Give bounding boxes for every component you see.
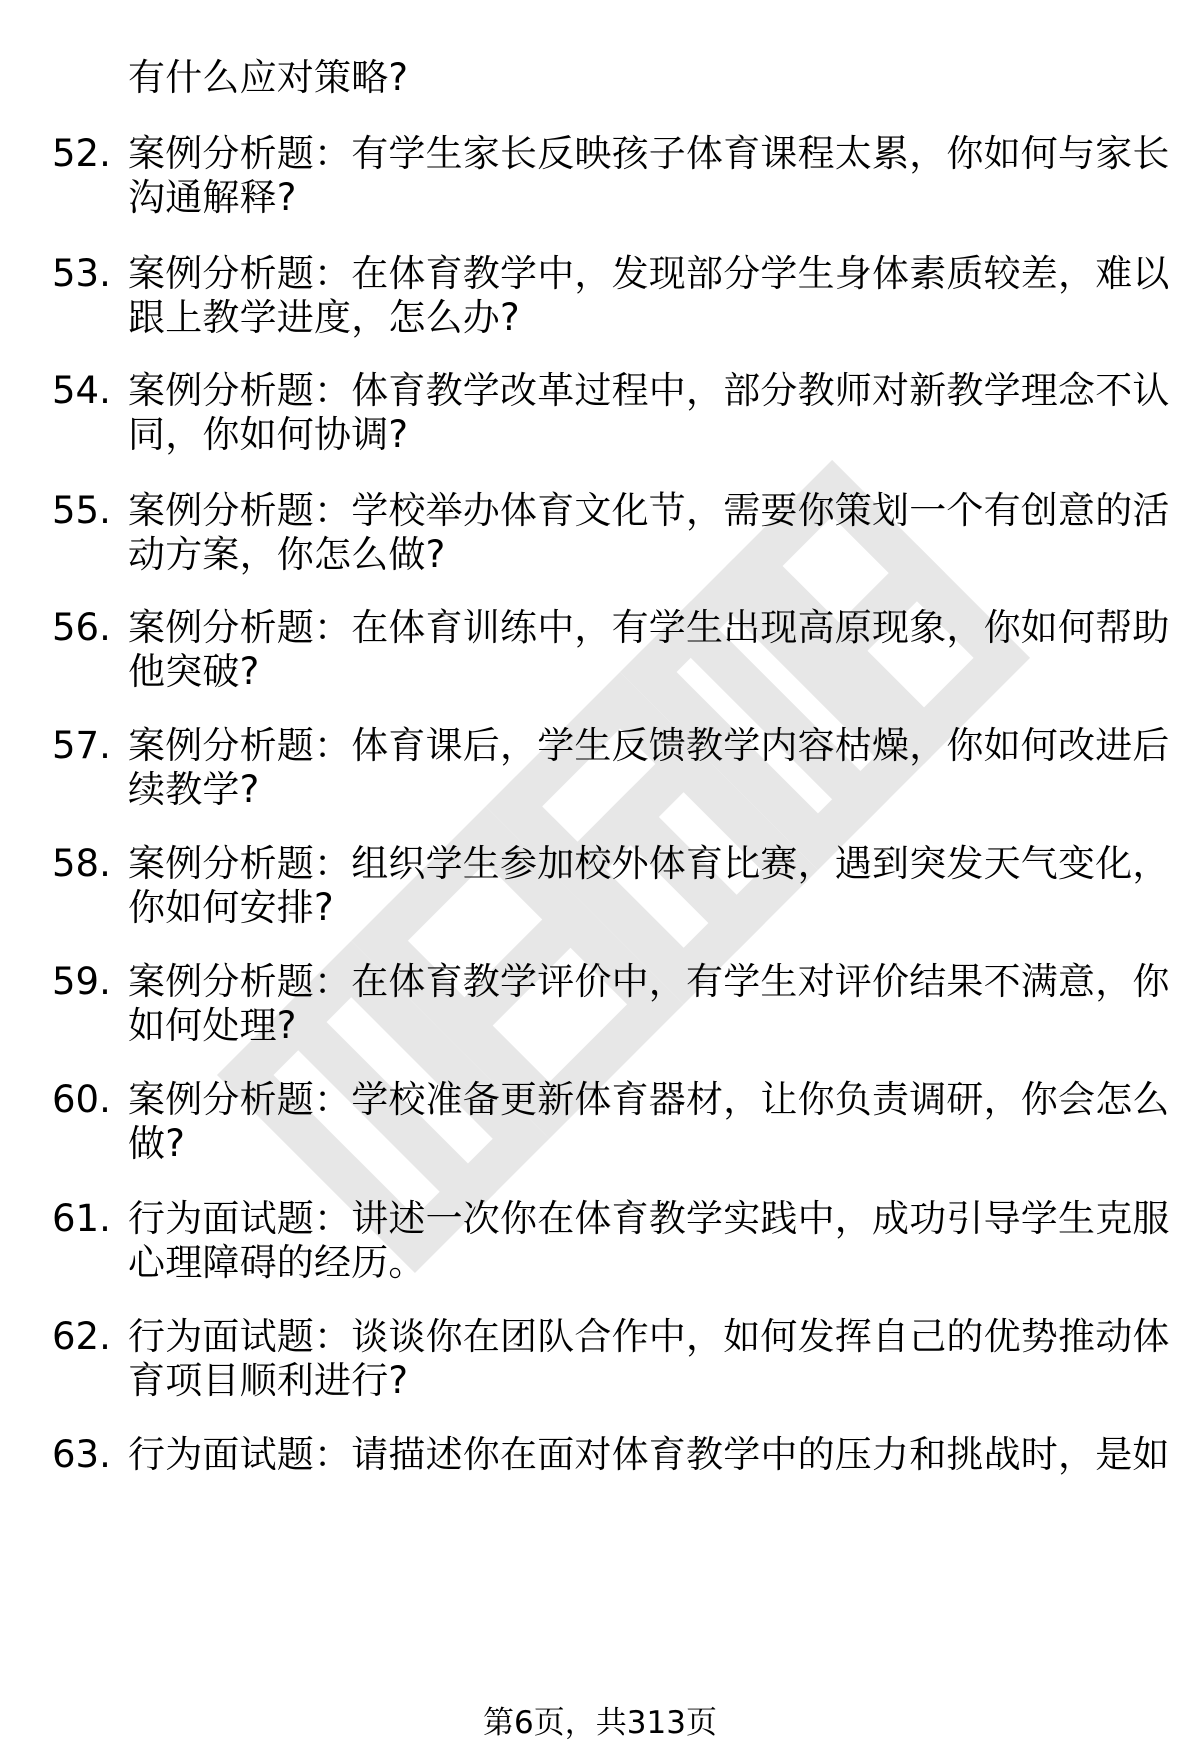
item-number: 61. (52, 1197, 111, 1240)
item-text-line: 他突破? (128, 650, 260, 693)
item-number: 58. (52, 842, 111, 885)
item-text-line: 案例分析题：体育课后，学生反馈教学内容枯燥，你如何改进后 (128, 724, 1170, 767)
item-number: 55. (52, 489, 111, 532)
item-text-line: 沟通解释? (128, 176, 297, 219)
item-text-line: 案例分析题：学校准备更新体育器材，让你负责调研，你会怎么 (128, 1078, 1170, 1121)
item-text-line: 同，你如何协调? (128, 413, 409, 456)
item-text-line: 续教学? (128, 768, 260, 811)
item-text-line: 如何处理? (128, 1004, 297, 1047)
item-number: 63. (52, 1433, 111, 1476)
item-text-line: 案例分析题：有学生家长反映孩子体育课程太累，你如何与家长 (128, 132, 1170, 175)
item-text-line: 行为面试题：谈谈你在团队合作中，如何发挥自己的优势推动体 (128, 1315, 1170, 1358)
lead-line: 有什么应对策略? (128, 56, 409, 99)
item-number: 56. (52, 606, 111, 649)
item-text-line: 动方案，你怎么做? (128, 533, 446, 576)
item-text-line: 案例分析题：在体育教学中，发现部分学生身体素质较差，难以 (128, 252, 1170, 295)
item-number: 52. (52, 132, 111, 175)
page-footer: 第6页，共313页 (483, 1705, 717, 1741)
item-text-line: 跟上教学进度，怎么办? (128, 296, 520, 339)
item-number: 62. (52, 1315, 111, 1358)
item-text-line: 案例分析题：组织学生参加校外体育比赛，遇到突发天气变化， (128, 842, 1170, 885)
item-number: 53. (52, 252, 111, 295)
item-text-line: 心理障碍的经历。 (128, 1241, 426, 1284)
item-text-line: 做? (128, 1122, 186, 1165)
item-text-line: 行为面试题：请描述你在面对体育教学中的压力和挑战时，是如 (128, 1433, 1170, 1476)
item-text-line: 案例分析题：在体育训练中，有学生出现高原现象，你如何帮助 (128, 606, 1170, 649)
item-number: 59. (52, 960, 111, 1003)
item-text-line: 你如何安排? (128, 886, 334, 929)
item-number: 54. (52, 369, 111, 412)
item-number: 57. (52, 724, 111, 767)
item-text-line: 育项目顺利进行? (128, 1359, 409, 1402)
item-text-line: 行为面试题：讲述一次你在体育教学实践中，成功引导学生克服 (128, 1197, 1170, 1240)
item-text-line: 案例分析题：在体育教学评价中，有学生对评价结果不满意，你 (128, 960, 1170, 1003)
item-text-line: 案例分析题：体育教学改革过程中，部分教师对新教学理念不认 (128, 369, 1170, 412)
item-text-line: 案例分析题：学校举办体育文化节，需要你策划一个有创意的活 (128, 489, 1170, 532)
item-number: 60. (52, 1078, 111, 1121)
